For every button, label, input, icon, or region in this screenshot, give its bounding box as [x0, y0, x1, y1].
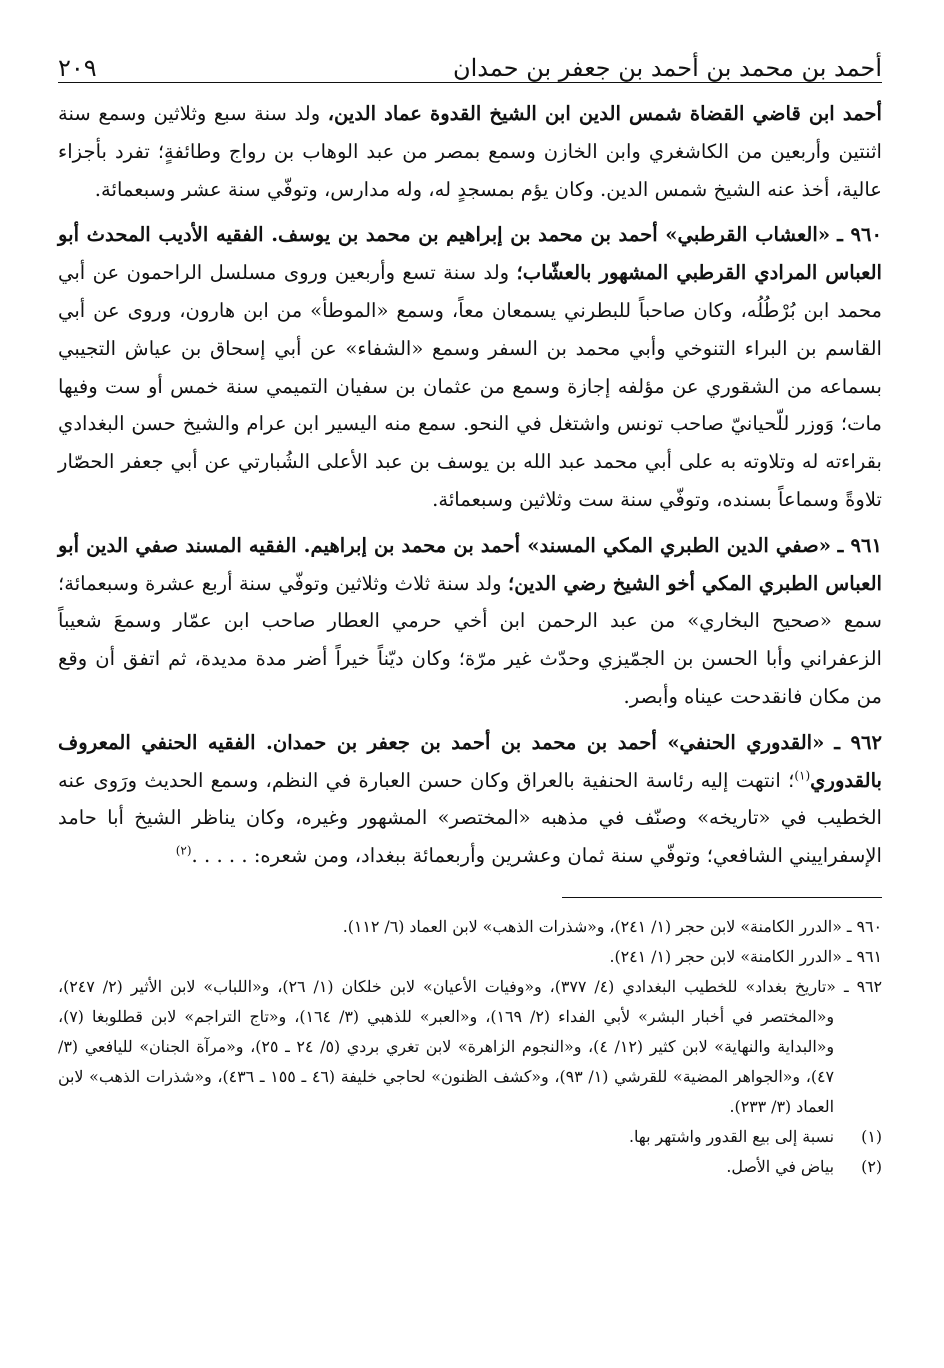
- entry-heading: «القدوري الحنفي» أحمد بن محمد بن أحمد بن جعفر بن حمدان. الفقيه الحنفي المعروف بالقدوري: [58, 730, 882, 792]
- book-page: [58, 28, 882, 1182]
- footnote-marker: (٢): [175, 843, 192, 858]
- header-title: أحمد بن محمد بن أحمد بن جعفر بن حمدان: [453, 54, 882, 82]
- footnote-separator: [562, 897, 882, 898]
- entry-number: ٩٦١ ـ: [837, 533, 883, 557]
- entry-text: ولد سنة تسع وأربعين وروى مسلسل الراحمون عن أبي محمد ابن بُرْطُلُه، وكان صاحباً للبطرني يسمعان معاً، وسمع «الموطأ» من ابن هارون، وروى عن أبي القاسم بن البراء التنوخي وأبي محمد بن السفر وسمع «الشفاء» عن أبي إسحاق بن عياش التجيبي بسماعه من الشقوري عن مؤلفه إجازة وسمع من عثمان بن سفيان التميمي سنة خمس أو ست وفيها مات؛ وَوزر للّحيانيّ صاحب تونس واشتغل في النحو. سمع منه اليسير ابن عرام والشيخ حسن البغدادي بقراءته له وتلاوته به على أبي محمد عبد الله بن يوسف بن عبد الأعلى الشُبارتي عن أبي جعفر الحصّار تلاوةً وسماعاً بسنده، وتوفّي سنة ست وثلاثين وسبعمائة.: [58, 261, 882, 511]
- entry-961: [58, 527, 882, 716]
- entry-continuation: [58, 95, 882, 208]
- source-note: ٩٦٢ ـ «تاريخ بغداد» للخطيب البغدادي (٤/ ٣٧٧)، و«وفيات الأعيان» لابن خلكان (١/ ٢٦)، و«اللباب» لابن الأثير (٢/ ٢٤٧)، و«المختصر في أخبار البشر» لأبي الفداء (٢/ ١٦٩)، و«العبر» للذهبي (٣/ ١٦٤)، و«تاج التراجم» لابن قطلوبغا (٧)، و«البداية والنهاية» لابن كثير (١٢/ ٤)، و«النجوم الزاهرة» لابن تغري بردي (٥/ ٢٤ ـ ٢٥)، و«مرآة الجنان» لليافعي (٣/ ٤٧)، و«الجواهر المضية» للقرشي (١/ ٩٣)، و«كشف الظنون» لحاجي خليفة (٤٦ ـ ١٥٥ ـ ٤٣٦)، و«شذرات الذهب» لابن العماد (٣/ ٢٣٣).: [58, 976, 883, 1116]
- footnote-marker: (١): [794, 768, 811, 783]
- entry-number: ٩٦٢ ـ: [834, 730, 883, 754]
- entry-number: ٩٦٠ ـ: [837, 223, 883, 247]
- footnote-text: نسبة إلى بيع القدور واشتهر بها.: [628, 1126, 834, 1146]
- page-number: ٢٠٩: [58, 54, 97, 82]
- entry-text: ولد سنة سبع وثلاثين وسمع سنة اثنتين وأربعين من الكاشغري وابن الخازن وسمع بمصر من عبد الوهاب بن رواج وطائفةٍ؛ تفرد بأجزاء عالية، أخذ عنه الشيخ شمس الدين. وكان يؤم بمسجدٍ له، وله مدارس، وتوفّي سنة عشر وسبعمائة.: [58, 102, 882, 201]
- entry-962: [58, 724, 882, 875]
- entry-heading: «العشاب القرطبي» أحمد بن محمد بن إبراهيم بن محمد بن يوسف. الفقيه الأديب المحدث أبو العباس المرادي القرطبي المشهور بالعشّاب؛: [58, 223, 882, 285]
- entry-text: ؛ انتهت إليه رئاسة الحنفية بالعراق وكان حسن العبارة في النظم، وسمع الحديث ورَوى عنه الخطيب في «تاريخه» وصنّف في مذهبه «المختصر» المشهور وغيره، وكان يناظر الشيخ أبا حامد الإسفراييني الشافعي؛ وتوفّي سنة ثمان وعشرين وأربعمائة ببغداد، ومن شعره: . . . . .: [58, 768, 882, 868]
- footnote-number: (٢): [861, 1156, 882, 1176]
- running-header: [58, 28, 882, 83]
- entry-heading: أحمد ابن قاضي القضاة شمس الدين ابن الشيخ القدوة عماد الدين،: [327, 102, 882, 125]
- entry-960: [58, 216, 882, 518]
- main-text: [58, 95, 882, 875]
- footnote-item: [58, 1152, 882, 1182]
- footnote-text: بياض في الأصل.: [726, 1156, 834, 1176]
- source-note: ٩٦١ ـ «الدرر الكامنة» لابن حجر (١/ ٢٤١).: [609, 946, 882, 966]
- entry-heading: «صفي الدين الطبري المكي المسند» أحمد بن محمد بن إبراهيم. الفقيه المسند صفي الدين أبو العباس الطبري المكي أخو الشيخ رضي الدين؛: [58, 533, 882, 595]
- entry-text: ولد سنة ثلاث وثلاثين وتوفّي سنة أربع عشرة وسبعمائة؛ سمع «صحيح البخاري» من عبد الرحمن ابن أخي حرمي العطار صاحب ابن عمّار وسمعَ شعيباً الزعفراني وأبا الحسن بن الجمّيزي وحدّث غير مرّة؛ وكان ديّناً خيراً أضر مدة مديدة، ثم اتفق أن وقع من مكان فانقدحت عيناه وأبصر.: [58, 571, 882, 708]
- footnotes: [58, 912, 882, 1182]
- footnote-number: (١): [861, 1126, 882, 1146]
- footnote-item: [58, 1122, 882, 1152]
- source-note: ٩٦٠ ـ «الدرر الكامنة» لابن حجر (١/ ٢٤١)، و«شذرات الذهب» لابن العماد (٦/ ١١٢).: [342, 916, 882, 936]
